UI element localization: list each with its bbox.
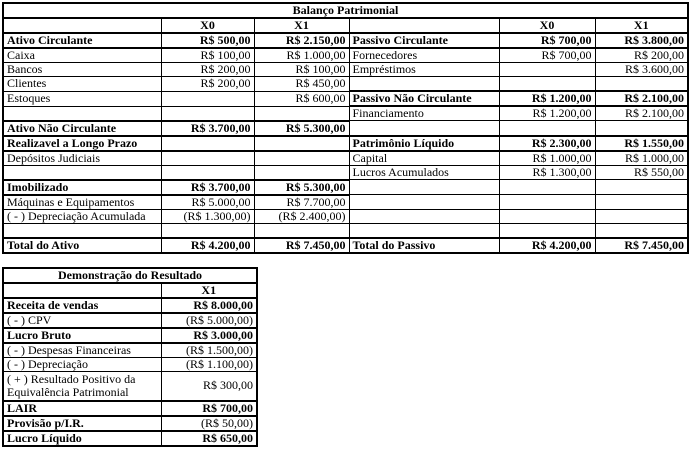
empty-cell <box>349 223 499 238</box>
row-label: Ativo Não Circulante <box>3 121 161 136</box>
value-x1: R$ 8.000,00 <box>161 298 257 313</box>
row-label: Total do Passivo <box>349 238 499 253</box>
value-x1: R$ 550,00 <box>595 165 688 180</box>
row-label: Lucro Líquido <box>3 431 161 446</box>
value-x0: R$ 200,00 <box>161 63 254 77</box>
value-x0: (R$ 1.300,00) <box>161 209 254 223</box>
value-x1: R$ 650,00 <box>161 431 257 446</box>
column-header-x0-right: X0 <box>499 18 595 33</box>
row-label: Máquinas e Equipamentos <box>3 195 161 210</box>
value-x0: R$ 3.700,00 <box>161 121 254 136</box>
empty-cell <box>499 121 595 136</box>
row-label: ( + ) Resultado Positivo da Equivalência Patrimonial <box>3 371 161 401</box>
row-label: ( - ) Depreciação <box>3 357 161 371</box>
empty-cell <box>254 136 349 151</box>
value-x1: R$ 700,00 <box>161 401 257 416</box>
value-x1: R$ 2.100,00 <box>595 91 688 106</box>
table-row <box>3 401 257 416</box>
empty-cell <box>349 77 499 92</box>
value-x0: R$ 1.200,00 <box>499 106 595 121</box>
income-statement-header-row <box>3 283 257 298</box>
value-x1: R$ 600,00 <box>254 91 349 106</box>
value-x1: (R$ 1.100,00) <box>161 357 257 371</box>
empty-cell <box>161 136 254 151</box>
value-x1: R$ 3.600,00 <box>595 63 688 77</box>
empty-cell <box>349 121 499 136</box>
table-row <box>3 63 688 77</box>
value-x1: R$ 1.550,00 <box>595 136 688 151</box>
row-label: Empréstimos <box>349 63 499 77</box>
value-x0: R$ 1.300,00 <box>499 165 595 180</box>
column-header-x0-left: X0 <box>161 18 254 33</box>
value-x1: R$ 1.000,00 <box>595 151 688 166</box>
value-x1: R$ 7.450,00 <box>254 238 349 253</box>
value-x1: R$ 5.300,00 <box>254 121 349 136</box>
row-label: Capital <box>349 151 499 166</box>
table-row <box>3 298 257 313</box>
row-label: Clientes <box>3 77 161 92</box>
value-x0: R$ 4.200,00 <box>161 238 254 253</box>
row-label: Ativo Circulante <box>3 33 161 48</box>
empty-cell <box>3 223 161 238</box>
value-x1: (R$ 5.000,00) <box>161 313 257 328</box>
table-row <box>3 165 688 180</box>
income-statement-title: Demonstração do Resultado <box>3 268 257 283</box>
table-row <box>3 48 688 63</box>
row-label: ( - ) Despesas Financeiras <box>3 343 161 358</box>
row-label: Patrimônio Líquido <box>349 136 499 151</box>
value-x1: R$ 300,00 <box>161 371 257 401</box>
value-x0: R$ 3.700,00 <box>161 180 254 195</box>
row-label: Fornecedores <box>349 48 499 63</box>
row-label: Lucro Bruto <box>3 328 161 343</box>
row-label: Lucros Acumulados <box>349 165 499 180</box>
table-row <box>3 328 257 343</box>
empty-cell <box>595 209 688 223</box>
empty-cell <box>161 165 254 180</box>
value-x0: R$ 1.200,00 <box>499 91 595 106</box>
row-label: LAIR <box>3 401 161 416</box>
table-row <box>3 313 257 328</box>
table-row <box>3 371 257 401</box>
value-x0: R$ 700,00 <box>499 48 595 63</box>
column-header-x1: X1 <box>161 283 257 298</box>
table-row <box>3 180 688 195</box>
value-x1: R$ 7.700,00 <box>254 195 349 210</box>
value-x1: R$ 2.100,00 <box>595 106 688 121</box>
empty-cell <box>595 77 688 92</box>
income-statement-table <box>2 267 258 447</box>
row-label: Depósitos Judiciais <box>3 151 161 166</box>
table-row <box>3 223 688 238</box>
empty-cell <box>254 151 349 166</box>
value-x1: R$ 5.300,00 <box>254 180 349 195</box>
value-x1: R$ 450,00 <box>254 77 349 92</box>
empty-cell <box>254 165 349 180</box>
empty-cell <box>499 195 595 210</box>
empty-cell <box>161 106 254 121</box>
table-row <box>3 238 688 253</box>
empty-cell <box>499 180 595 195</box>
table-row <box>3 357 257 371</box>
value-x0: R$ 700,00 <box>499 33 595 48</box>
table-row <box>3 91 688 106</box>
value-x1: (R$ 2.400,00) <box>254 209 349 223</box>
empty-cell <box>499 209 595 223</box>
empty-cell <box>595 180 688 195</box>
header-blank-cell <box>3 18 161 33</box>
row-label: Bancos <box>3 63 161 77</box>
balance-sheet-table <box>2 2 689 254</box>
empty-cell <box>3 106 161 121</box>
value-x1: R$ 3.800,00 <box>595 33 688 48</box>
column-header-x1-left: X1 <box>254 18 349 33</box>
header-blank-cell <box>349 18 499 33</box>
table-row <box>3 416 257 431</box>
value-x0: R$ 5.000,00 <box>161 195 254 210</box>
empty-cell <box>499 223 595 238</box>
balance-sheet-title-row <box>3 3 688 18</box>
column-header-x1-right: X1 <box>595 18 688 33</box>
empty-cell <box>595 121 688 136</box>
value-x0: R$ 2.300,00 <box>499 136 595 151</box>
table-row <box>3 195 688 210</box>
empty-cell <box>254 223 349 238</box>
table-row <box>3 209 688 223</box>
row-label: Passivo Circulante <box>349 33 499 48</box>
value-x1: R$ 100,00 <box>254 63 349 77</box>
table-row <box>3 343 257 358</box>
value-x1: (R$ 50,00) <box>161 416 257 431</box>
value-x0: R$ 500,00 <box>161 33 254 48</box>
empty-cell <box>595 195 688 210</box>
empty-cell <box>254 106 349 121</box>
income-statement-title-row <box>3 268 257 283</box>
empty-cell <box>349 209 499 223</box>
row-label: Provisão p/I.R. <box>3 416 161 431</box>
value-x0: R$ 1.000,00 <box>499 151 595 166</box>
value-x1: R$ 200,00 <box>595 48 688 63</box>
row-label: Caixa <box>3 48 161 63</box>
value-x0: R$ 100,00 <box>161 48 254 63</box>
table-row <box>3 136 688 151</box>
row-label: Financiamento <box>349 106 499 121</box>
table-row <box>3 121 688 136</box>
value-x0: R$ 200,00 <box>161 77 254 92</box>
row-label: Passivo Não Circulante <box>349 91 499 106</box>
header-blank-cell <box>3 283 161 298</box>
value-x1: R$ 2.150,00 <box>254 33 349 48</box>
empty-cell <box>161 151 254 166</box>
table-row <box>3 106 688 121</box>
empty-cell <box>3 165 161 180</box>
value-x1: (R$ 1.500,00) <box>161 343 257 358</box>
row-label: Estoques <box>3 91 161 106</box>
balance-sheet-title: Balanço Patrimonial <box>3 3 688 18</box>
row-label: ( - ) CPV <box>3 313 161 328</box>
empty-cell <box>349 180 499 195</box>
empty-cell <box>499 63 595 77</box>
empty-cell <box>595 223 688 238</box>
value-x0: R$ 4.200,00 <box>499 238 595 253</box>
empty-cell <box>161 223 254 238</box>
row-label: Imobilizado <box>3 180 161 195</box>
row-label: Receita de vendas <box>3 298 161 313</box>
table-row <box>3 151 688 166</box>
value-x1: R$ 1.000,00 <box>254 48 349 63</box>
table-row <box>3 431 257 446</box>
row-label: Realizavel a Longo Prazo <box>3 136 161 151</box>
empty-cell <box>499 77 595 92</box>
table-row <box>3 77 688 92</box>
empty-cell <box>349 195 499 210</box>
row-label: ( - ) Depreciação Acumulada <box>3 209 161 223</box>
value-x1: R$ 7.450,00 <box>595 238 688 253</box>
value-x1: R$ 3.000,00 <box>161 328 257 343</box>
balance-sheet-header-row <box>3 18 688 33</box>
row-label: Total do Ativo <box>3 238 161 253</box>
table-row <box>3 33 688 48</box>
empty-cell <box>161 91 254 106</box>
